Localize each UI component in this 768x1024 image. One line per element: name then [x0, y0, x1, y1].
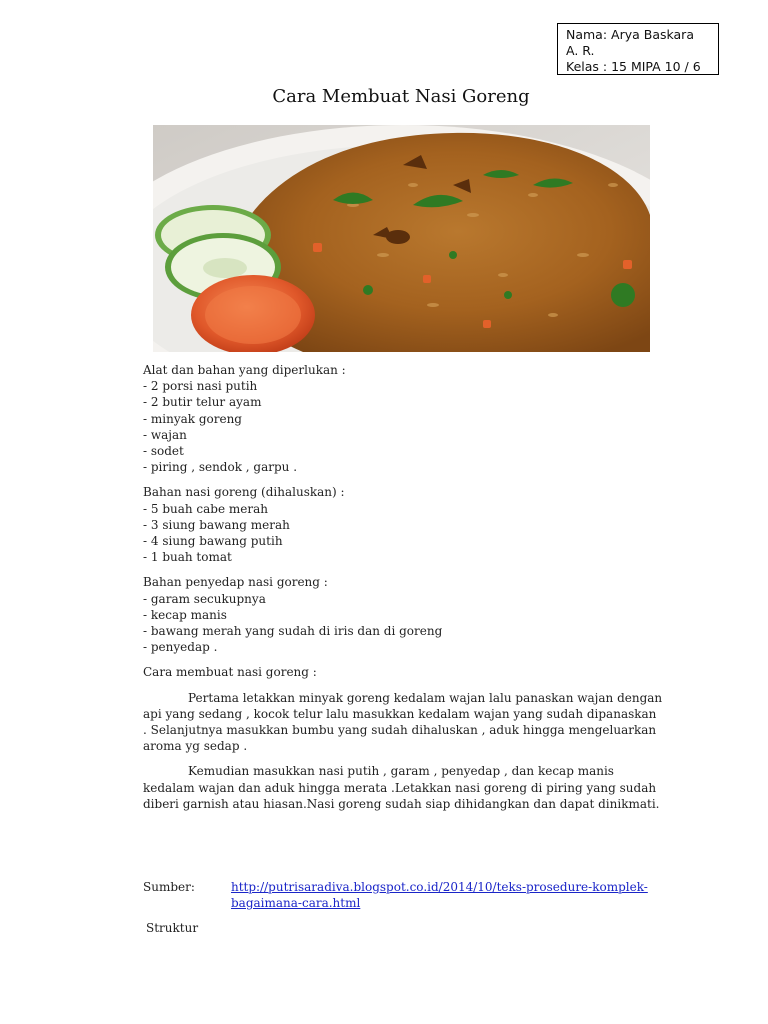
student-name-cont: A. R. [566, 43, 595, 58]
recipe-body [143, 362, 663, 821]
student-name: Nama: Arya Baskara [566, 27, 694, 42]
list-item: - sodet [143, 444, 184, 459]
list-item: - 3 siung bawang merah [143, 517, 290, 532]
list-item: - kecap manis [143, 607, 227, 622]
source-link[interactable]: http://putrisaradiva.blogspot.co.id/2014/10/teks-prosedure-komplek-bagaimana-cara.html [231, 880, 648, 911]
list-item: - 2 porsi nasi putih [143, 379, 258, 394]
document-title: Cara Membuat Nasi Goreng [272, 86, 530, 107]
list-item: - garam secukupnya [143, 591, 266, 606]
list-item: - piring , sendok , garpu . [143, 460, 298, 475]
nasi-goreng-image [153, 125, 650, 352]
student-class: Kelas : 15 MIPA 10 / 6 [566, 59, 701, 74]
list-item: - bawang merah yang sudah di iris dan di goreng [143, 624, 443, 639]
bahan-heading: Bahan nasi goreng (dihaluskan) : [143, 485, 345, 500]
cara-heading: Cara membuat nasi goreng : [143, 665, 317, 680]
cara-paragraph-2: Kemudian masukkan nasi putih , garam , penyedap , dan kecap manis kedalam wajan dan aduk hingga merata .Letakkan nasi goreng di piring yang sudah diberi garnish atau hiasan.Nasi goreng sudah siap dihidangkan dan dapat dinikmati. [143, 764, 660, 811]
alat-heading: Alat dan bahan yang diperlukan : [143, 363, 346, 377]
struktur-heading: Struktur [146, 921, 199, 935]
cara-section [143, 664, 663, 680]
list-item: - 5 buah cabe merah [143, 501, 268, 516]
bahan-section [143, 484, 663, 565]
list-item: - 2 butir telur ayam [143, 395, 262, 410]
cara-paragraph-1: Pertama letakkan minyak goreng kedalam wajan lalu panaskan wajan dengan api yang sedang , kocok telur lalu masukkan kedalam wajan yang sudah dipanaskan . Selanjutnya masukkan bumbu yang sudah dihaluskan , aduk hingga mengeluarkan aroma yg sedap . [143, 690, 663, 754]
list-item: - 4 siung bawang putih [143, 534, 283, 549]
list-item: - penyedap . [143, 640, 218, 655]
nasi-goreng-photo [153, 125, 650, 352]
list-item: - 1 buah tomat [143, 550, 232, 565]
list-item: - wajan [143, 427, 187, 442]
list-item: - minyak goreng [143, 411, 242, 426]
source-label: Sumber: [143, 880, 195, 894]
penyedap-section [143, 574, 663, 655]
penyedap-heading: Bahan penyedap nasi goreng : [143, 575, 328, 590]
alat-section [143, 362, 663, 475]
student-info-box [557, 23, 719, 75]
